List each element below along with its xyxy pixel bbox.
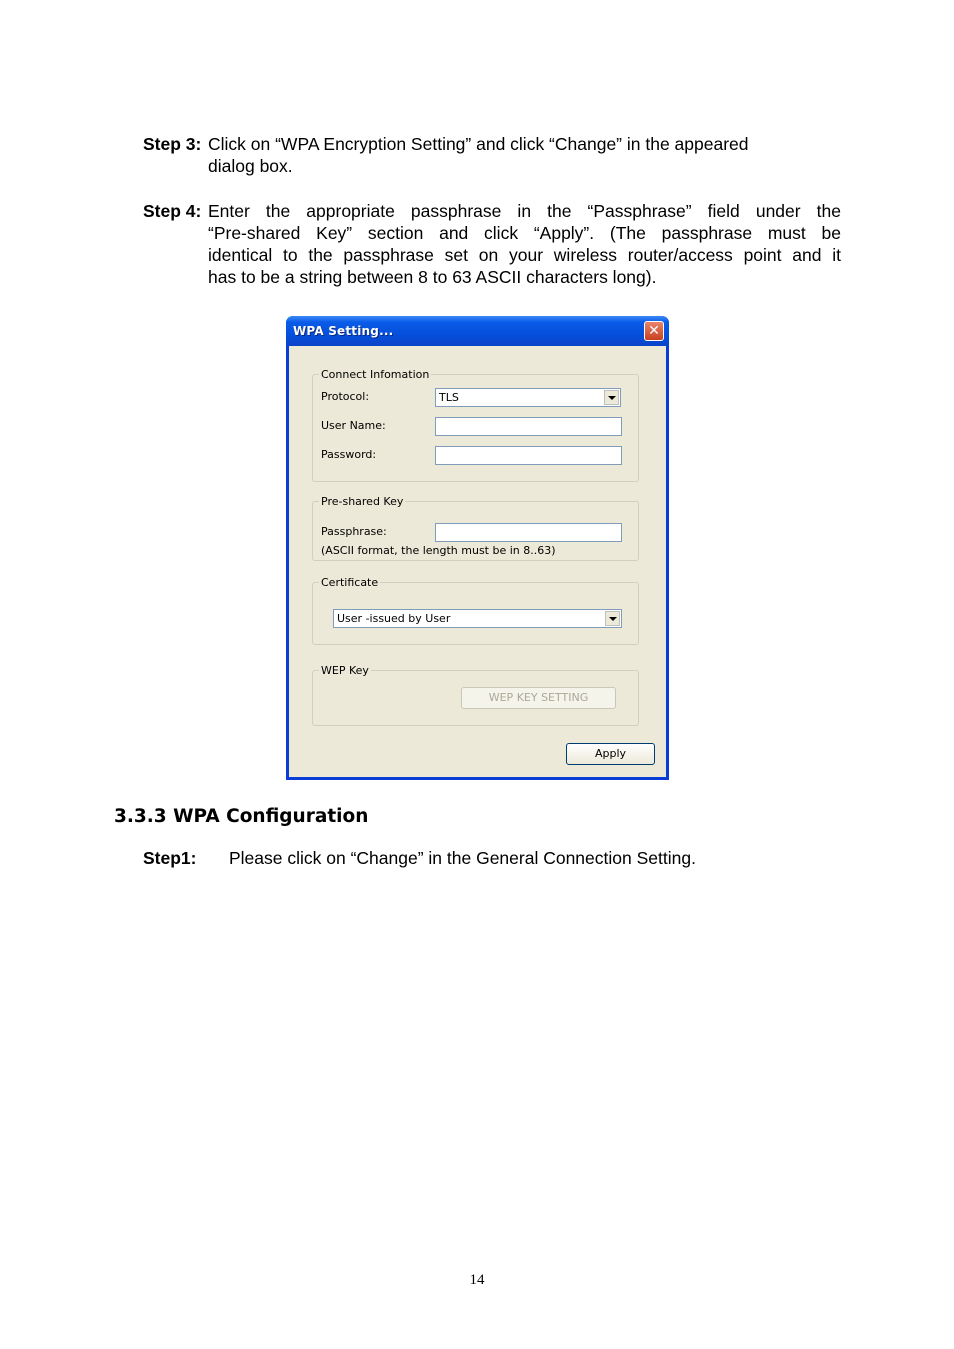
protocol-value: TLS <box>439 391 459 404</box>
step-3 <box>143 133 843 183</box>
step-1 <box>143 848 696 869</box>
certificate-legend: Certificate <box>321 576 379 589</box>
step-1-text: Please click on “Change” in the General Connection Setting. <box>229 848 696 868</box>
step-4-line: identical to the passphrase set on your wireless router/access point and it <box>208 245 841 265</box>
connect-information-legend: Connect Infomation <box>321 368 430 381</box>
step-3-line: dialog box. <box>208 156 293 176</box>
step-4 <box>143 200 843 292</box>
section-heading: 3.3.3 WPA Configuration <box>114 806 369 827</box>
step-4-line: “Pre-shared Key” section and click “Apply”. (The passphrase must be <box>208 223 841 243</box>
chevron-down-icon[interactable] <box>604 390 619 405</box>
passphrase-input[interactable] <box>435 523 622 542</box>
step-3-label: Step 3: <box>143 134 202 154</box>
passphrase-label: Passphrase: <box>321 525 387 538</box>
protocol-label: Protocol: <box>321 390 370 403</box>
protocol-select[interactable] <box>435 388 621 407</box>
step-4-line: Enter the appropriate passphrase in the “Passphrase” field under the <box>208 201 841 221</box>
step-4-label: Step 4: <box>143 201 202 221</box>
apply-button[interactable]: Apply <box>566 743 655 765</box>
chevron-down-icon[interactable] <box>605 611 620 626</box>
step-3-text <box>208 133 843 177</box>
passphrase-hint: (ASCII format, the length must be in 8..63) <box>321 544 556 557</box>
preshared-key-legend: Pre-shared Key <box>321 495 404 508</box>
username-input[interactable] <box>435 417 622 436</box>
certificate-select[interactable] <box>333 609 622 628</box>
dialog-title-bar[interactable] <box>286 316 669 346</box>
wpa-setting-dialog <box>286 316 669 780</box>
dialog-title: WPA Setting... <box>293 324 394 338</box>
close-button[interactable] <box>644 321 664 341</box>
wep-key-setting-button[interactable]: WEP KEY SETTING <box>461 687 616 709</box>
wep-key-legend: WEP Key <box>321 664 369 677</box>
step-4-line: has to be a string between 8 to 63 ASCII characters long). <box>208 267 657 287</box>
dialog-body <box>289 346 666 777</box>
step-4-text <box>208 200 841 288</box>
password-label: Password: <box>321 448 377 461</box>
page-number: 14 <box>469 1272 485 1288</box>
certificate-value: User -issued by User <box>337 612 451 625</box>
password-input[interactable] <box>435 446 622 465</box>
username-label: User Name: <box>321 419 386 432</box>
step-3-line: Click on “WPA Encryption Setting” and click “Change” in the appeared <box>208 134 749 154</box>
close-icon: ✕ <box>648 323 660 339</box>
step-1-label: Step1: <box>143 848 197 868</box>
